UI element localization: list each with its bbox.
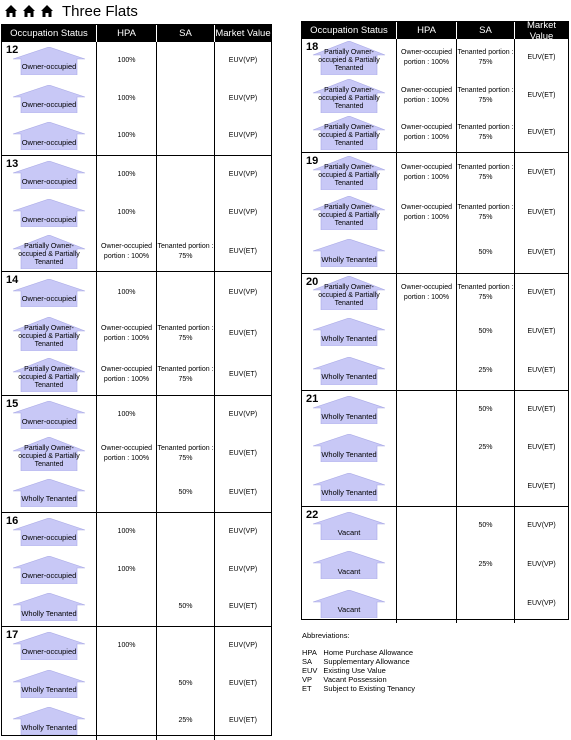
group-number: 22 [306, 509, 319, 521]
occupation-status-cell [2, 80, 97, 118]
market-value-cell: EUV(ET) [527, 169, 556, 176]
header-hpa: HPA [397, 22, 457, 39]
group-number: 20 [306, 276, 319, 288]
header-hpa: HPA [97, 25, 157, 42]
occupation-status-cell [302, 153, 397, 193]
status-arrow [311, 276, 387, 310]
status-arrow [11, 518, 87, 546]
occupation-status-label: Wholly Tenanted [321, 411, 377, 421]
market-value-cell: EUV(ET) [527, 406, 556, 414]
sa-cell [457, 468, 515, 506]
sa-cell [157, 117, 215, 155]
table-row [302, 274, 568, 313]
occupation-status-cell [2, 117, 97, 155]
house-icon [40, 4, 54, 18]
market-value-cell: EUV(ET) [527, 328, 556, 335]
hpa-cell: Owner-occupied portion : 100% [97, 313, 157, 354]
table-row [2, 513, 271, 551]
sa-cell: Tenanted portion : 75% [157, 435, 215, 474]
abbreviations [302, 631, 421, 693]
table-header [302, 19, 568, 42]
market-value-cell: EUV(ET) [527, 91, 556, 99]
occupation-status-cell [2, 396, 97, 435]
occupation-status-cell [302, 429, 397, 467]
sa-cell: 50% [457, 391, 515, 429]
table-row [2, 272, 271, 313]
abbreviation-description: Home Purchase Allowance [323, 648, 414, 657]
hpa-cell: 100% [97, 551, 157, 589]
occupation-status-cell [302, 313, 397, 352]
occupation-status-cell [302, 274, 397, 313]
hpa-cell: Owner-occupied portion : 100% [397, 193, 457, 233]
abbreviation-term: SA [302, 657, 313, 666]
market-value-cell: EUV(ET) [229, 450, 257, 457]
hpa-cell [397, 507, 457, 546]
market-value-cell: EUV(ET) [229, 603, 257, 611]
sa-cell: Tenanted portion : 75% [457, 153, 515, 193]
status-arrow [11, 47, 87, 75]
occupation-status-label: Owner-occupied [21, 416, 77, 426]
flat-group [302, 391, 568, 507]
occupation-status-label: Owner-occupied [21, 214, 77, 224]
status-arrow [11, 437, 87, 471]
market-value-cell: EUV(VP) [228, 94, 258, 102]
left-table [1, 24, 272, 736]
market-value-cell: EUV(VP) [527, 599, 556, 607]
page-header [4, 2, 138, 20]
occupation-status-label: Partially Owner-occupied & Partially Tenanted [318, 86, 380, 110]
occupation-status-cell [2, 313, 97, 354]
occupation-status-label: Owner-occupied [21, 533, 77, 543]
hpa-cell: Owner-occupied portion : 100% [397, 77, 457, 115]
abbreviation-row [302, 666, 421, 675]
table-row [2, 396, 271, 435]
hpa-cell [397, 391, 457, 429]
market-value-cell: EUV(VP) [527, 561, 556, 568]
market-value-cell: EUV(VP) [228, 56, 258, 64]
occupation-status-label: Wholly Tenanted [21, 494, 77, 504]
flat-group [2, 272, 271, 396]
occupation-status-cell [2, 473, 97, 512]
status-arrow [311, 434, 387, 462]
table-row [302, 584, 568, 623]
market-value-cell: EUV(VP) [228, 527, 258, 535]
table-row [2, 435, 271, 474]
market-value-cell: EUV(VP) [228, 209, 258, 217]
occupation-status-cell [2, 551, 97, 589]
market-value-cell: EUV(ET) [527, 289, 556, 297]
group-number: 17 [6, 629, 19, 641]
table-row [2, 80, 271, 118]
status-arrow [11, 479, 87, 507]
market-value-cell: EUV(ET) [229, 717, 257, 725]
hpa-cell [97, 473, 157, 512]
hpa-cell: 100% [97, 80, 157, 118]
sa-cell: Tenanted portion : 75% [457, 39, 515, 77]
market-value-cell: EUV(VP) [228, 288, 258, 296]
hpa-cell: 100% [97, 42, 157, 80]
header-market-value: Market Value [526, 19, 557, 42]
table-row [302, 429, 568, 467]
table-row [302, 193, 568, 233]
occupation-status-label: Owner-occupied [21, 100, 77, 109]
abbreviation-description: Subject to Existing Tenancy [323, 684, 416, 693]
status-arrow [11, 358, 87, 392]
occupation-status-label: Partially Owner-occupied & Partially Tenanted [18, 324, 80, 348]
hpa-cell: 100% [97, 513, 157, 551]
hpa-cell: Owner-occupied portion : 100% [97, 354, 157, 395]
market-value-cell: EUV(ET) [527, 444, 556, 452]
table-row [302, 77, 568, 115]
table-row [302, 351, 568, 390]
abbreviation-term: VP [302, 675, 313, 684]
table-row [2, 551, 271, 589]
market-value-cell: EUV(ET) [527, 129, 556, 137]
sa-cell [157, 80, 215, 118]
status-arrow [11, 122, 87, 150]
table-row [302, 39, 568, 77]
market-value-cell: EUV(ET) [527, 482, 556, 490]
occupation-status-cell [2, 513, 97, 551]
abbreviation-term: EUV [302, 666, 318, 675]
sa-cell: Tenanted portion : 75% [457, 274, 515, 313]
status-arrow [11, 401, 87, 429]
occupation-status-cell [2, 588, 97, 626]
occupation-status-cell [302, 391, 397, 429]
occupation-status-cell [2, 665, 97, 703]
page-title: Three Flats [62, 2, 138, 20]
flat-group [2, 513, 271, 627]
table-row [2, 354, 271, 395]
status-arrow [311, 196, 387, 230]
sa-cell: Tenanted portion : 75% [457, 77, 515, 115]
hpa-cell: Owner-occupied portion : 100% [397, 39, 457, 77]
market-value-cell: EUV(ET) [229, 679, 257, 687]
sa-cell [157, 551, 215, 589]
status-arrow [311, 156, 387, 190]
occupation-status-label: Partially Owner-occupied & Partially Tenanted [18, 445, 80, 468]
flat-group [302, 274, 568, 391]
market-value-cell: EUV(ET) [229, 247, 257, 255]
abbreviation-description: Supplementary Allowance [323, 657, 410, 666]
occupation-status-cell [302, 114, 397, 152]
sa-cell [157, 396, 215, 435]
status-arrow [11, 199, 87, 227]
occupation-status-label: Partially Owner-occupied & Partially Tenanted [18, 242, 80, 266]
abbreviation-description: Existing Use Value [323, 666, 386, 675]
occupation-status-label: Partially Owner-occupied & Partially Tenanted [318, 164, 380, 187]
status-arrow [311, 79, 387, 113]
occupation-status-label: Wholly Tenanted [21, 722, 77, 732]
market-value-cell: EUV(VP) [228, 641, 258, 649]
group-number: 21 [306, 393, 319, 405]
hpa-cell: Owner-occupied portion : 100% [397, 274, 457, 313]
abbreviation-row [302, 657, 421, 666]
abbreviation-term: HPA [302, 648, 317, 657]
status-arrow [11, 556, 87, 584]
hpa-cell [397, 468, 457, 506]
header-occupation-status: Occupation Status [302, 22, 397, 39]
table-row [2, 473, 271, 512]
occupation-status-cell [2, 272, 97, 313]
sa-cell [157, 194, 215, 232]
occupation-status-cell [302, 77, 397, 115]
sa-cell [157, 272, 215, 313]
sa-cell [157, 627, 215, 665]
right-table [301, 21, 569, 620]
abbreviation-row [302, 648, 421, 657]
occupation-status-label: Vacant [337, 605, 361, 615]
flat-group [302, 39, 568, 153]
table-row [2, 42, 271, 80]
status-arrow [311, 41, 387, 75]
market-value-cell: EUV(VP) [228, 132, 258, 140]
table-row [302, 468, 568, 506]
occupation-status-cell [302, 507, 397, 546]
hpa-cell: 100% [97, 194, 157, 232]
table-row [302, 114, 568, 152]
hpa-cell [397, 351, 457, 390]
hpa-cell: 100% [97, 117, 157, 155]
table-row [302, 507, 568, 546]
occupation-status-label: Owner-occupied [21, 137, 77, 147]
market-value-cell: EUV(ET) [527, 209, 556, 216]
table-header [2, 25, 271, 42]
occupation-status-cell [302, 351, 397, 390]
sa-cell: 50% [457, 313, 515, 352]
status-arrow [311, 590, 387, 618]
status-arrow [11, 593, 87, 621]
hpa-cell: 100% [97, 156, 157, 194]
table-row [302, 153, 568, 193]
market-value-cell: EUV(ET) [527, 249, 556, 256]
table-row [2, 313, 271, 354]
occupation-status-label: Partially Owner-occupied & Partially Tenanted [318, 284, 380, 308]
market-value-cell: EUV(ET) [229, 488, 257, 496]
flat-group [302, 153, 568, 274]
group-number: 16 [6, 515, 19, 527]
sa-cell: 50% [157, 473, 215, 512]
status-arrow [11, 707, 87, 735]
occupation-status-cell [2, 156, 97, 194]
flat-group [302, 507, 568, 623]
table-row [302, 233, 568, 273]
sa-cell [157, 513, 215, 551]
market-value-cell: EUV(VP) [228, 171, 258, 179]
left-table-body [2, 42, 271, 740]
abbreviation-row [302, 684, 421, 693]
occupation-status-cell [2, 42, 97, 80]
sa-cell: Tenanted portion : 75% [157, 313, 215, 354]
hpa-cell [397, 429, 457, 467]
occupation-status-cell [2, 702, 97, 740]
hpa-cell: Owner-occupied portion : 100% [397, 114, 457, 152]
occupation-status-label: Wholly Tenanted [321, 488, 377, 498]
status-arrow [11, 317, 87, 351]
hpa-cell [397, 584, 457, 623]
flat-group [2, 396, 271, 513]
sa-cell: Tenanted portion : 75% [157, 354, 215, 395]
table-row [2, 665, 271, 703]
occupation-status-cell [302, 39, 397, 77]
market-value-cell: EUV(VP) [527, 522, 556, 530]
header-sa: SA [157, 25, 215, 42]
market-value-cell: EUV(ET) [527, 53, 556, 61]
occupation-status-label: Owner-occupied [21, 647, 77, 657]
abbreviation-term: ET [302, 684, 312, 693]
table-row [2, 117, 271, 155]
occupation-status-label: Partially Owner-occupied & Partially Tenanted [318, 124, 380, 148]
occupation-status-label: Vacant [337, 566, 361, 576]
status-arrow [11, 632, 87, 660]
occupation-status-cell [2, 233, 97, 271]
occupation-status-label: Owner-occupied [21, 294, 77, 303]
hpa-cell: 100% [97, 272, 157, 313]
sa-cell: 50% [457, 233, 515, 273]
sa-cell: 50% [157, 588, 215, 626]
status-arrow [11, 279, 87, 307]
sa-cell: 25% [457, 546, 515, 585]
status-arrow [311, 318, 387, 346]
hpa-cell [397, 233, 457, 273]
occupation-status-label: Wholly Tenanted [321, 254, 377, 264]
occupation-status-label: Wholly Tenanted [21, 685, 77, 694]
group-number: 15 [6, 398, 19, 410]
occupation-status-cell [2, 194, 97, 232]
sa-cell: 25% [457, 429, 515, 467]
status-arrow [311, 239, 387, 267]
status-arrow [11, 85, 87, 113]
occupation-status-cell [302, 193, 397, 233]
table-row [2, 233, 271, 271]
occupation-status-label: Owner-occupied [21, 176, 77, 186]
sa-cell: 50% [457, 507, 515, 546]
occupation-status-label: Vacant [337, 527, 361, 537]
sa-cell [457, 584, 515, 623]
status-arrow [311, 116, 387, 150]
market-value-cell: EUV(ET) [527, 366, 556, 374]
hpa-cell: 100% [97, 627, 157, 665]
hpa-cell: Owner-occupied portion : 100% [97, 435, 157, 474]
table-row [2, 588, 271, 626]
occupation-status-cell [302, 584, 397, 623]
occupation-status-cell [2, 627, 97, 665]
table-row [2, 627, 271, 665]
house-icon [4, 4, 18, 18]
occupation-status-label: Wholly Tenanted [321, 333, 377, 343]
occupation-status-label: Partially Owner-occupied & Partially Tenanted [18, 365, 80, 389]
sa-cell: 25% [457, 351, 515, 390]
group-number: 19 [306, 155, 319, 167]
status-arrow [11, 161, 87, 189]
market-value-cell: EUV(VP) [228, 411, 258, 419]
hpa-cell [397, 313, 457, 352]
flat-group [2, 42, 271, 156]
hpa-cell [397, 546, 457, 585]
occupation-status-label: Wholly Tenanted [321, 449, 377, 459]
sa-cell: Tenanted portion : 75% [457, 193, 515, 233]
occupation-status-label: Owner-occupied [21, 62, 77, 72]
flat-group [2, 627, 271, 740]
table-row [302, 391, 568, 429]
occupation-status-cell [302, 468, 397, 506]
hpa-cell: Owner-occupied portion : 100% [97, 233, 157, 271]
occupation-status-label: Partially Owner-occupied & Partially Tenanted [318, 48, 380, 72]
status-arrow [311, 473, 387, 501]
hpa-cell [97, 588, 157, 626]
sa-cell: Tenanted portion : 75% [457, 114, 515, 152]
group-number: 14 [6, 274, 19, 286]
abbreviation-row [302, 675, 421, 684]
sa-cell: 50% [157, 665, 215, 703]
table-row [302, 313, 568, 352]
sa-cell [157, 42, 215, 80]
occupation-status-cell [302, 546, 397, 585]
status-arrow [311, 357, 387, 385]
status-arrow [311, 551, 387, 579]
group-number: 13 [6, 158, 19, 170]
sa-cell: Tenanted portion : 75% [157, 233, 215, 271]
abbreviations-list [302, 648, 421, 693]
hpa-cell: 100% [97, 396, 157, 435]
group-number: 12 [6, 44, 19, 56]
table-row [2, 702, 271, 740]
sa-cell: 25% [157, 702, 215, 740]
occupation-status-label: Wholly Tenanted [21, 608, 77, 618]
status-arrow [11, 670, 87, 698]
header-market-value: Market Value [215, 28, 271, 39]
occupation-status-label: Partially Owner-occupied & Partially Tenanted [318, 204, 380, 227]
hpa-cell: Owner-occupied portion : 100% [397, 153, 457, 193]
occupation-status-label: Wholly Tenanted [321, 372, 377, 382]
group-number: 18 [306, 41, 319, 53]
table-row [302, 546, 568, 585]
market-value-cell: EUV(ET) [229, 329, 257, 337]
market-value-cell: EUV(VP) [228, 565, 258, 573]
flat-group [2, 156, 271, 272]
market-value-cell: EUV(ET) [229, 370, 257, 378]
abbreviation-description: Vacant Possession [323, 675, 387, 684]
header-occupation-status: Occupation Status [2, 25, 97, 42]
hpa-cell [97, 702, 157, 740]
occupation-status-label: Owner-occupied [21, 571, 77, 580]
house-icon [22, 4, 36, 18]
status-arrow [11, 235, 87, 269]
occupation-status-cell [302, 233, 397, 273]
header-sa: SA [457, 22, 515, 39]
table-row [2, 156, 271, 194]
occupation-status-cell [2, 354, 97, 395]
table-row [2, 194, 271, 232]
status-arrow [311, 512, 387, 540]
occupation-status-cell [2, 435, 97, 474]
status-arrow [311, 396, 387, 424]
sa-cell [157, 156, 215, 194]
hpa-cell [97, 665, 157, 703]
abbreviations-heading: Abbreviations: [302, 631, 350, 640]
right-table-body [302, 39, 568, 623]
